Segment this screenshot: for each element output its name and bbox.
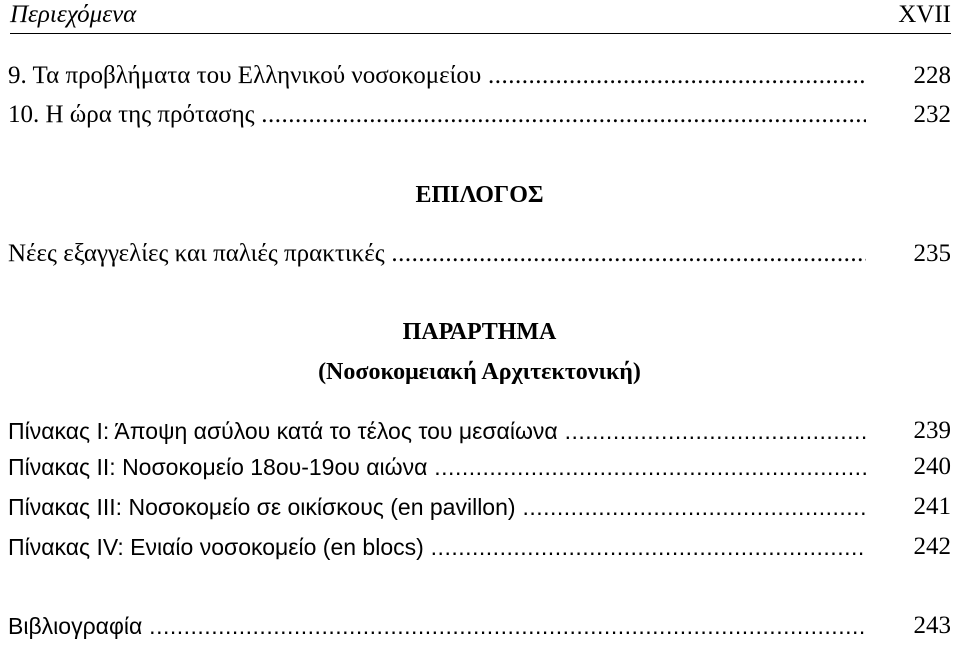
toc-entry-label: Νέες εξαγγελίες και παλιές πρακτικές ..... bbox=[8, 238, 866, 270]
running-head-page-number: XVII bbox=[898, 1, 951, 28]
toc-entry bbox=[8, 451, 951, 483]
toc-entry bbox=[8, 238, 951, 270]
toc-entry-label: 10. Η ώρα της πρότασης ..... bbox=[8, 99, 866, 131]
running-head bbox=[10, 0, 951, 34]
toc-entry bbox=[8, 99, 951, 131]
toc-entry-page: 240 bbox=[913, 453, 951, 480]
appendix-subheading: (Νοσοκομειακή Αρχιτεκτονική) bbox=[318, 359, 641, 385]
epilogue-heading: ΕΠΙΛΟΓΟΣ bbox=[415, 182, 544, 208]
toc-entry-label: 9. Τα προβλήματα του Ελληνικού νοσοκομείου ..... bbox=[8, 60, 866, 92]
appendix-heading: ΠΑΡΑΡΤΗΜΑ bbox=[402, 319, 557, 345]
toc-entry bbox=[8, 531, 951, 563]
toc-entry-page: 241 bbox=[913, 493, 951, 520]
running-head-title: Περιεχόμενα bbox=[10, 1, 137, 28]
toc-entry-page: 243 bbox=[913, 612, 951, 639]
toc-entry-page: 228 bbox=[913, 62, 951, 89]
toc-entry bbox=[8, 415, 951, 447]
toc-entry-label: Πίνακας ΙΙ: Νοσοκομείο 18ου-19ου αιώνα ..... bbox=[8, 451, 866, 483]
toc-entry-page: 235 bbox=[913, 240, 951, 267]
toc-entry-label: Βιβλιογραφία ..... bbox=[8, 610, 866, 642]
toc-entry-label: Πίνακας IV: Ενιαίο νοσοκομείο (en blocs) ..... bbox=[8, 531, 866, 563]
toc-entry bbox=[8, 491, 951, 523]
toc-entry-page: 242 bbox=[913, 533, 951, 560]
toc-entry-bibliography bbox=[8, 610, 951, 642]
toc-entry-page: 232 bbox=[913, 101, 951, 128]
toc-entry bbox=[8, 60, 951, 92]
toc-entry-label: Πίνακας Ι: Άποψη ασύλου κατά το τέλος του μεσαίωνα ..... bbox=[8, 415, 866, 447]
toc-entry-page: 239 bbox=[913, 417, 951, 444]
toc-entry-label: Πίνακας ΙΙΙ: Νοσοκομείο σε οικίσκους (en pavillon) ..... bbox=[8, 491, 866, 523]
